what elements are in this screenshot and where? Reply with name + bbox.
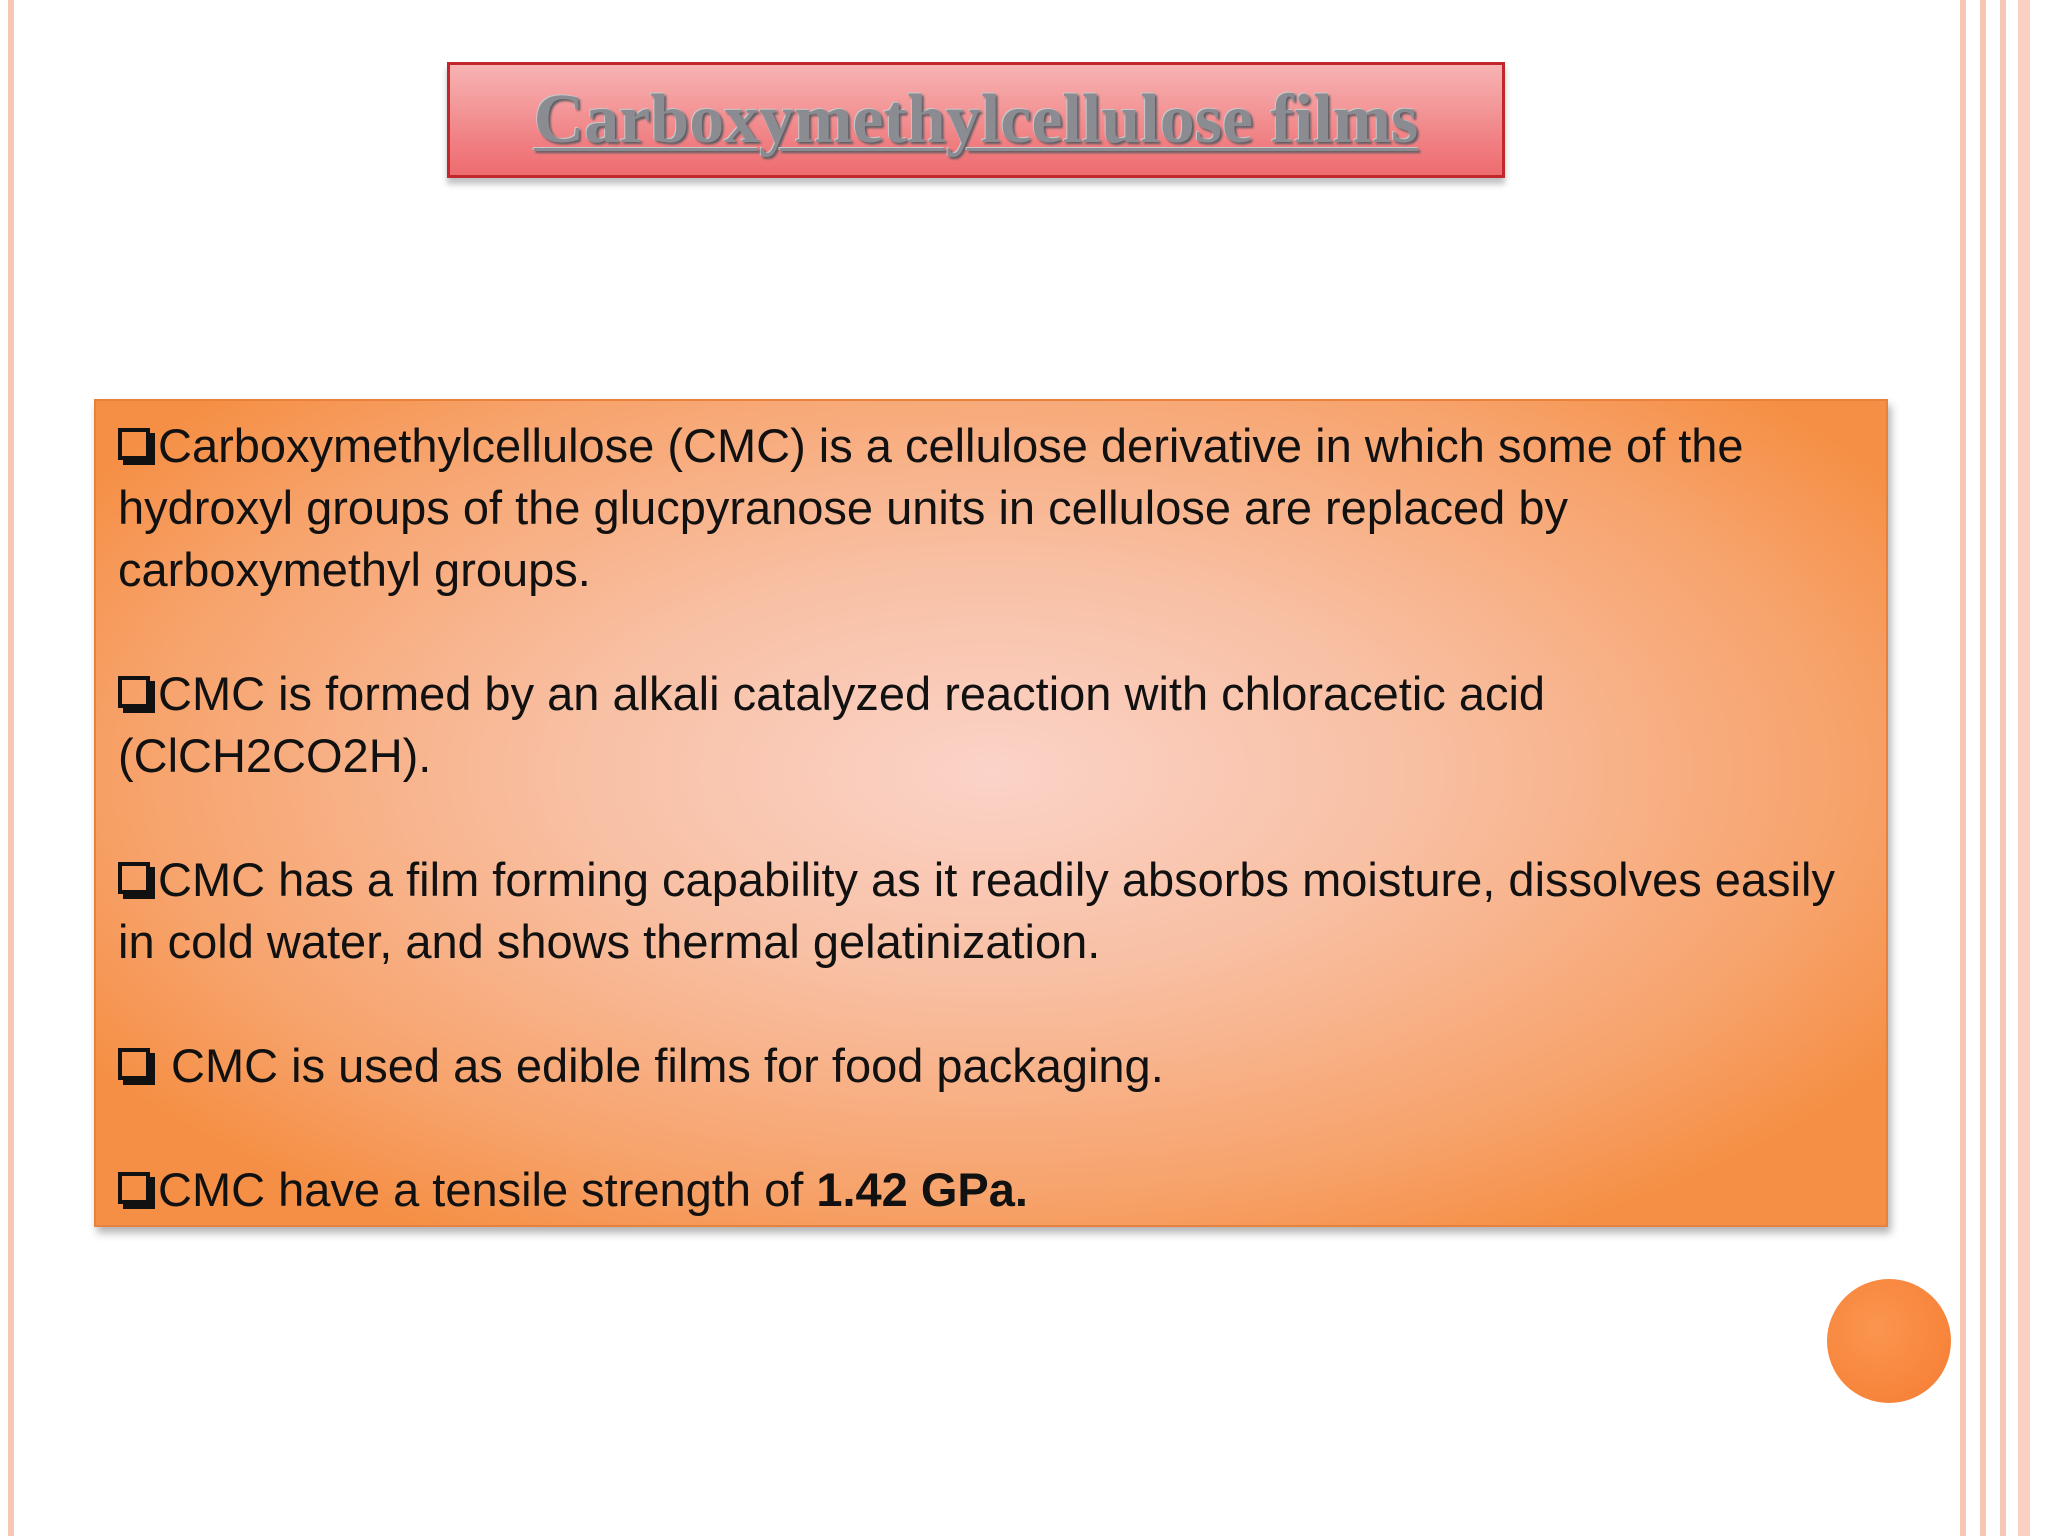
- title-banner: [447, 62, 1505, 178]
- bullet-text: CMC have a tensile strength of: [158, 1163, 817, 1216]
- right-border-line: [1980, 0, 1986, 1536]
- bullet-item: [118, 415, 1862, 601]
- checkbox-square-icon: [118, 862, 150, 894]
- bullet-item: [118, 1159, 1862, 1221]
- bullet-item: [118, 849, 1862, 973]
- decorative-circle: [1827, 1279, 1951, 1403]
- content-box: [94, 399, 1888, 1227]
- checkbox-square-icon: [118, 1172, 150, 1204]
- bullet-text: Carboxymethylcellulose (CMC) is a cellulose derivative in which some of the hydroxyl groups of the glucpyranose units in cellulose are replaced by carboxymethyl groups.: [118, 419, 1744, 596]
- left-border-line: [8, 0, 14, 1536]
- right-border-line: [1960, 0, 1966, 1536]
- bullet-item: [118, 1035, 1862, 1097]
- right-border-line: [2000, 0, 2006, 1536]
- tensile-strength-value: 1.42 GPa.: [816, 1163, 1028, 1216]
- bullet-text: CMC has a film forming capability as it readily absorbs moisture, dissolves easily in cold water, and shows thermal gelatinization.: [118, 853, 1835, 968]
- slide-title: Carboxymethylcellulose films: [533, 81, 1419, 158]
- checkbox-square-icon: [118, 676, 150, 708]
- bullet-text: CMC is used as edible films for food packaging.: [158, 1039, 1164, 1092]
- checkbox-square-icon: [118, 1048, 150, 1080]
- right-border-line: [2018, 0, 2030, 1536]
- bullet-item: [118, 663, 1862, 787]
- bullet-text: CMC is formed by an alkali catalyzed reaction with chloracetic acid (ClCH2CO2H).: [118, 667, 1546, 782]
- checkbox-square-icon: [118, 428, 150, 460]
